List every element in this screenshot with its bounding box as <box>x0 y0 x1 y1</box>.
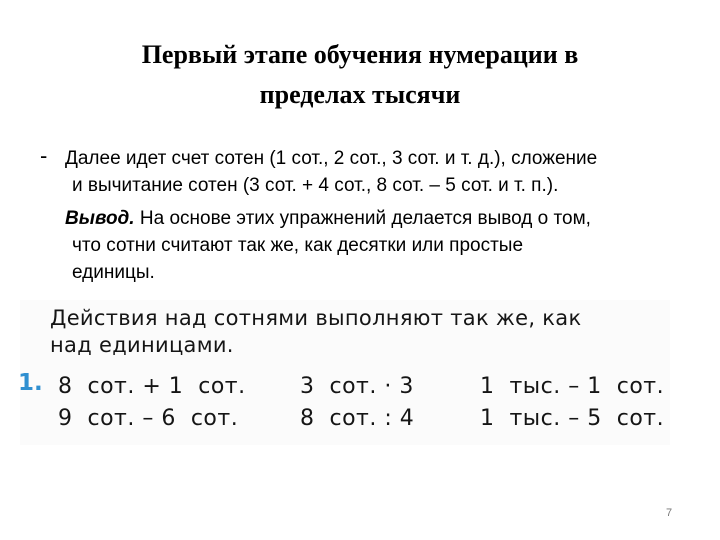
bullet-dash: - <box>40 143 48 168</box>
page-number: 7 <box>666 507 673 519</box>
paragraph-counting-hundreds <box>65 145 695 199</box>
conclusion-label: Вывод. <box>65 208 135 229</box>
exercise-cell: 8 сот. : 4 <box>300 406 415 431</box>
textbook-excerpt <box>20 300 670 445</box>
textbook-heading <box>50 305 581 359</box>
slide-title <box>40 35 680 115</box>
exercise-cell: 3 сот. · 3 <box>300 374 414 399</box>
conclusion-line-2: что сотни считают так же, как десятки или простые <box>72 235 524 256</box>
conclusion-line-3: единицы. <box>72 262 155 283</box>
exercise-cell: 9 сот. – 6 сот. <box>58 406 239 431</box>
exercise-number: 1. <box>18 370 43 396</box>
slide-title-line-1: Первый этапе обучения нумерации в <box>141 40 579 69</box>
textbook-heading-line-2: над единицами. <box>50 333 234 357</box>
conclusion-line-1: На основе этих упражнений делается вывод о том, <box>134 208 591 229</box>
paragraph-1-line-1: Далее идет счет сотен (1 сот., 2 сот., 3 сот. и т. д.), сложение <box>65 148 598 169</box>
exercise-cell: 1 тыс. – 5 сот. <box>480 406 665 431</box>
conclusion-paragraph <box>65 205 685 286</box>
exercise-cell: 1 тыс. – 1 сот. <box>480 374 665 399</box>
exercise-cell: 8 сот. + 1 сот. <box>58 374 246 399</box>
slide-title-line-2: пределах тысячи <box>259 80 461 109</box>
paragraph-1-line-2: и вычитание сотен (3 сот. + 4 сот., 8 сот. – 5 сот. и т. п.). <box>72 175 559 196</box>
textbook-heading-line-1: Действия над сотнями выполняют так же, как <box>50 306 582 330</box>
